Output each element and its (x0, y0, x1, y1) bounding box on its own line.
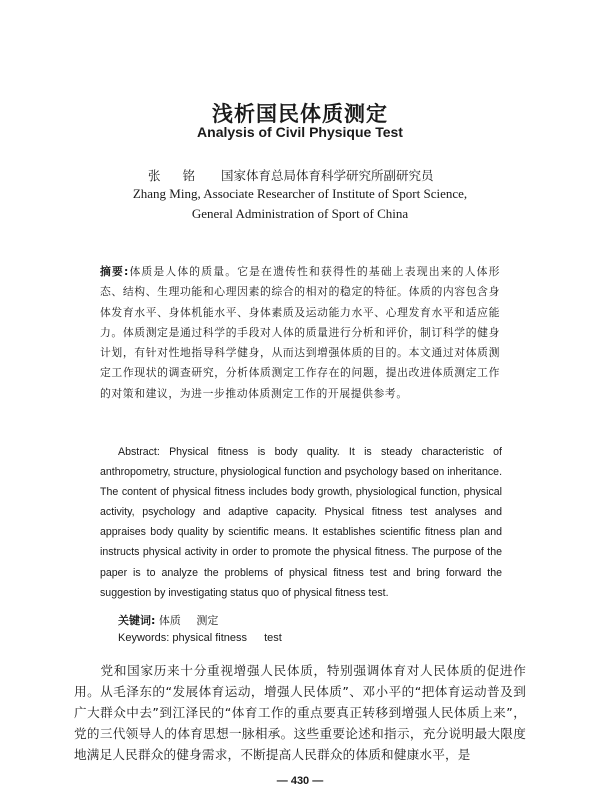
keywords-english (118, 632, 296, 644)
author-affiliation-chinese: 国家体育总局体育科学研究所副研究员 (221, 168, 434, 183)
title-english: Analysis of Civil Physique Test (197, 124, 403, 140)
abstract-english (100, 442, 502, 603)
body-paragraph-text: 党和国家历来十分重视增强人民体质，特别强调体育对人民体质的促进作用。从毛泽东的“发展体育运动，增强人民体质”、邓小平的“把体育运动普及到广大群众中去”到江泽民的“体育工作的重点要真正转移到增强人民体质上来”，党的三代领导人的体育思想一脉相承。这些重要论述和指示，充分说明最大限度地满足人民群众的健身需求，不断提高人民群众的体质和健康水平，是 (74, 663, 526, 762)
author-english-line2: General Administration of Sport of China (191, 206, 409, 221)
keywords-chinese (118, 612, 230, 628)
abstract-chinese-label: 摘要: (100, 265, 129, 278)
keyword-english: physical fitness (172, 632, 248, 644)
abstract-chinese-text: 体质是人体的质量。它是在遗传性和获得性的基础上表现出来的人体形态、结构、生理功能和心理因素的综合的相对的稳定的特征。体质的内容包含身体发育水平、身体机能水平、身体素质及运动能力水平、心理发育水平和适应能力。体质测定是通过科学的手段对人体的质量进行分析和评价，制订科学的健身计划，有针对性地指导科学健身，从而达到增强体质的目的。本文通过对体质测定工作现状的调查研究，分析体质测定工作存在的问题，提出改进体质测定工作的对策和建议，为进一步推动体质测定工作的开展提供参考。 (100, 265, 500, 400)
author-english-line1: Zhang Ming, Associate Researcher of Institute of Sport Science, (132, 186, 468, 201)
abstract-chinese (100, 262, 500, 404)
keyword-chinese: 测定 (196, 614, 219, 627)
keyword-chinese: 体质 (158, 614, 181, 627)
keywords-chinese-label: 关键词: (118, 614, 156, 627)
keyword-english: test (264, 632, 282, 644)
page-number: — 430 — (276, 775, 324, 787)
author-chinese (148, 166, 434, 184)
keywords-english-label: Keywords: (118, 632, 170, 644)
body-paragraph (74, 660, 526, 765)
abstract-english-text: Physical fitness is body quality. It is steady characteristic of anthropometry, structure, physiological function and psychology based on inheritance. The content of physical fitness includes body growth, physiological function, physical activity, psychology and adaptive capacity. Physical fitness test analyses and appraises body quality by scientific means. It establishes scientific fitness plan and instructs physical activity in order to promote the physical fitness. The purpose of the paper is to analyze the problems of physical fitness test and bring forward the suggestion by investigating status quo of physical fitness test. (100, 446, 503, 599)
title-chinese: 浅析国民体质测定 (212, 102, 388, 126)
author-name-chinese: 张铭 (148, 168, 218, 183)
abstract-english-label: Abstract: (118, 446, 160, 458)
